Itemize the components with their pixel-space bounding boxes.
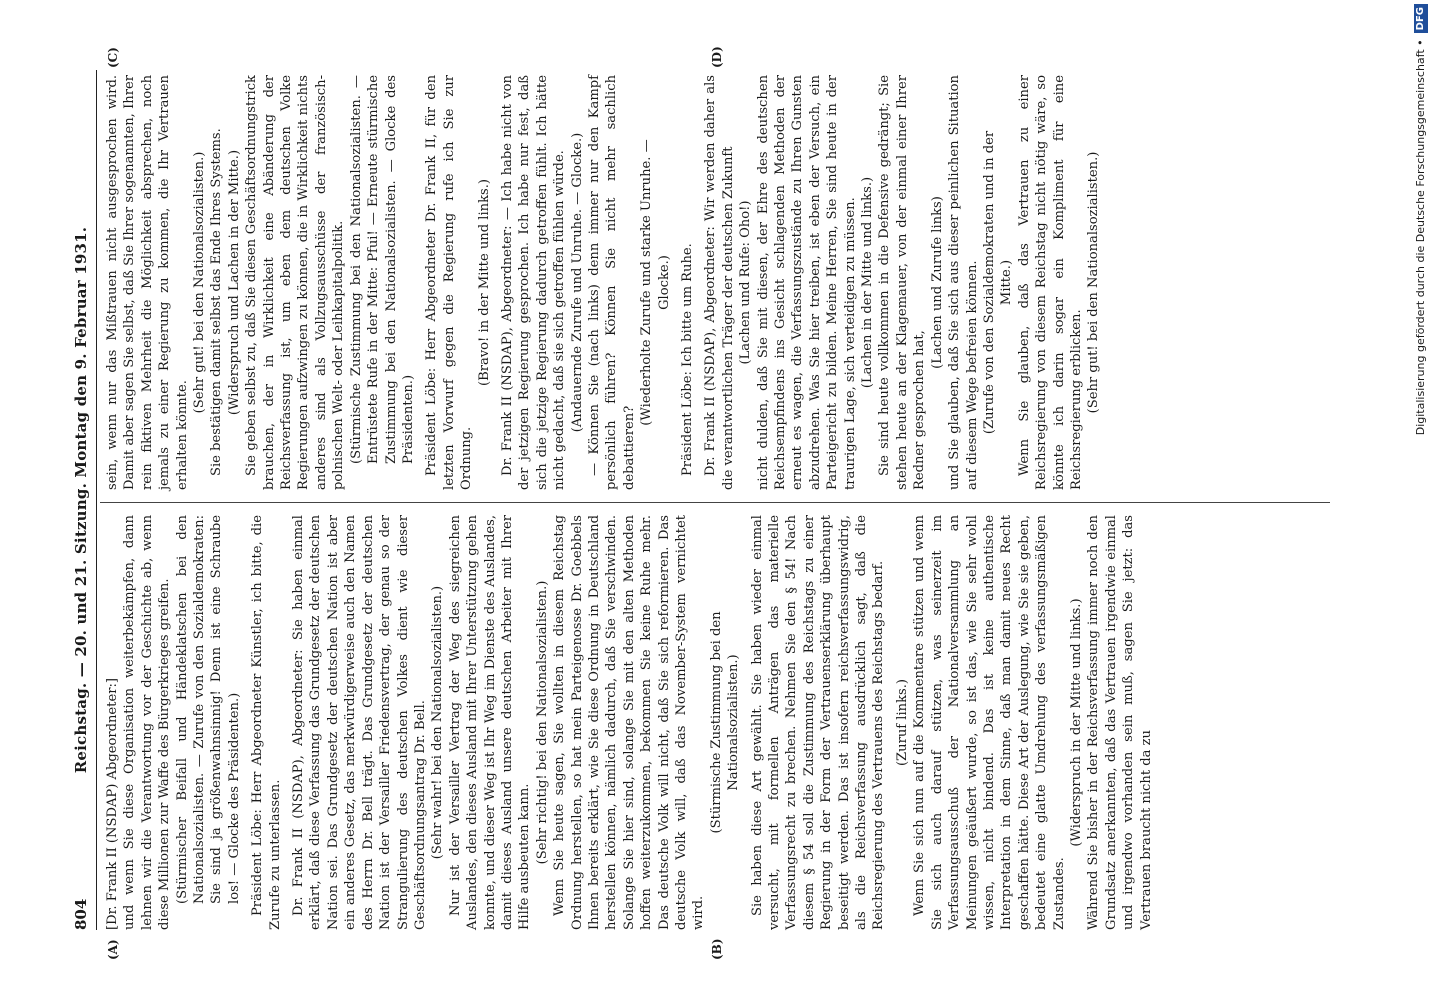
- margin-letter-c: (C): [106, 47, 120, 68]
- stage-direction: (Sehr wahr! bei den Nationalsozialisten.): [430, 585, 446, 860]
- dfg-logo: DFG: [1414, 4, 1428, 33]
- stage-direction: (Lachen und Rufe: Oho!): [738, 200, 754, 365]
- paragraph: Sie sind heute vollkommen in die Defensive gedrängt; Sie stehen heute an der Klagemauer, von der einmal einer Ihrer Redner gesprochen hat,: [877, 75, 928, 490]
- page-number: 804: [72, 898, 90, 930]
- paragraph: Präsident Löbe: Herr Abgeordneter Dr. Frank II, für den letzten Vorwurf gegen die Regierung rufe ich Sie zur Ordnung.: [424, 75, 475, 490]
- digitization-note: [1412, 4, 1430, 994]
- stage-direction: (Sehr gut! bei den Nationalsozialisten.): [192, 151, 208, 414]
- column-divider: [100, 502, 1330, 503]
- paragraph: Sie haben diese Art gewählt. Sie haben wieder einmal versucht, mit formellen Anträgen das materielle Verfassungsrecht zu brechen. Nehmen Sie den § 54! Nach diesem § 54 soll die Zustimmung des Reichstags zu einer Regierung in der Form der Vertrauenserklärung überhaupt beseitigt werden. Das ist insofern reichsverfassungswidrig, als die Reichsverfassung ausdrücklich sagt, daß die Reichsregierung des Vertrauens des Reichstags bedarf.: [749, 515, 887, 930]
- right-column: [104, 75, 1103, 490]
- page-header: [70, 70, 97, 930]
- speaker-continuation: [Dr. Frank II (NSDAP) Abgeordneter:]: [105, 678, 120, 930]
- left-column: [104, 515, 1155, 930]
- stage-direction: (Sehr richtig! bei den Nationalsozialisten.): [534, 580, 550, 865]
- paragraph: Wenn Sie heute sagen, Sie wollten in diesem Reichstag Ordnung herstellen, so hat mein Parteigenosse Dr. Goebbels Ihnen bereits erklärt, wie Sie diese Ordnung in Deutschland herstellen können, nämlich dadurch, daß Sie verschwinden. Solange Sie hier sind, solange Sie mit den alten Methoden hoffen weiterzukommen, bekommen Sie keine Ruhe mehr. Das deutsche Volk will nicht, daß Sie sich reformieren. Das deutsche Volk will, daß das November-System vernichtet wird.: [552, 515, 707, 930]
- paragraph: und wenn Sie diese Organisation weiterbekämpfen, dann lehnen wir die Verantwortung vor der Geschichte ab, wenn diese Millionen zur Waffe des Bürgerkrieges greifen.: [122, 515, 173, 930]
- stage-direction: (Bravo! in der Mitte und links.): [476, 179, 492, 387]
- stage-direction: (Zuruf links.): [894, 678, 910, 767]
- paragraph: Dr. Frank II (NSDAP), Abgeordneter: Wir werden daher als die verantwortlichen Träger der deutschen Zukunft: [703, 75, 736, 490]
- margin-letter-b: (B): [710, 938, 724, 960]
- paragraph: Wenn Sie sich nun auf die Kommentare stützen und wenn Sie sich auch darauf stützen, was seinerzeit im Verfassungsausschuß der Nationalversammlung an Meinungen geäußert wurde, so ist das, wie Sie sehr wohl wissen, nicht bindend. Das ist keine authentische Interpretation in dem Sinne, daß man damit neues Recht geschaffen hätte. Diese Art der Auslegung, wie Sie sie geben, bedeutet eine glatte Umdrehung des verfassungsmäßigen Zustandes.: [912, 515, 1067, 930]
- paragraph: Sie geben selbst zu, daß Sie diesen Geschäftsordnungstrick brauchen, der in Wirklichkeit eine Abänderung der Reichsverfassung ist, um eben dem deutschen Volke Regierungen aufzwingen zu können, die in Wirklichkeit nichts anderes sind als Vollzugsausschüsse der französisch-polnischen Welt- oder Leihkapitalpolitik.: [244, 75, 347, 490]
- paragraph: Dr. Frank II (NSDAP), Abgeordneter: — Ich habe nicht von der jetzigen Regierung gesprochen. Ich habe nur fest, daß sich die jetzige Regierung dadurch getroffen fühlt. Ich hätte nicht gedacht, daß sie sich getroffen fühlen würde.: [499, 75, 568, 490]
- stage-direction: (Widerspruch in der Mitte und links.): [1068, 598, 1084, 847]
- paragraph: Dr. Frank II (NSDAP), Abgeordneter: Sie haben einmal erklärt, daß diese Verfassung das Grundgesetz der deutschen Nation sei. Das Grundgesetz der deutschen Nation ist aber ein anderes Gesetz, das merkwürdigerweise auch den Namen des Herrn Dr. Bell trägt. Das Grundgesetz der deutschen Nation ist der Versailler Friedensvertrag, der genau so der Strangulierung des deutschen Volkes dient wie dieser Geschäftsordnungsantrag Dr. Bell.: [291, 515, 428, 930]
- paragraph: und Sie glauben, daß Sie sich aus dieser peinlichen Situation auf diesem Wege befreien können.: [947, 75, 980, 490]
- stage-direction: (Stürmischer Beifall und Händeklatschen bei den Nationalsozialisten. — Zurufe von den Sozialdemokraten: Sie sind ja größenwahnsinnig! Denn ist eine Schraube los! — Glocke des Präsidenten.): [174, 515, 242, 904]
- stage-direction: (Stürmische Zustimmung bei den Nationalsozialisten.): [708, 611, 742, 834]
- stage-direction: (Wiederholte Zurufe und starke Unruhe. — Glocke.): [639, 139, 672, 426]
- document-page: [70, 46, 1370, 960]
- funding-text: Digitalisierung gefördert durch die Deutsche Forschungsgemeinschaft •: [1414, 39, 1427, 436]
- paragraph: Sie bestätigen damit selbst das Ende Ihres Systems.: [209, 128, 225, 476]
- paragraph: Wenn Sie glauben, daß das Vertrauen zu einer Reichsregierung von diesem Reichstag nicht nötig wäre, so könnte ich darin sogar ein Kompliment für eine Reichsregierung erblicken.: [1016, 75, 1084, 490]
- stage-direction: (Stürmische Zustimmung bei den Nationalsozialisten. — Entrüstete Rufe in der Mitte: Pfui! — Erneute stürmische Zustimmung bei den Nationalsozialisten. — Glocke des Präsidenten.): [348, 75, 416, 464]
- margin-letter-d: (D): [710, 46, 724, 68]
- paragraph: sein, wenn nur das Mißtrauen nicht ausgesprochen wird. Damit aber sagen Sie selbst, daß Sie Ihrer sogenannten, Ihrer rein fiktiven Mehrheit die Möglichkeit absprechen, noch jemals zu einer Regierung zu kommen, die Ihr Vertrauen erhalten könnte.: [105, 75, 190, 490]
- stage-direction: (Sehr gut! bei den Nationalsozialisten.): [1086, 151, 1102, 414]
- stage-direction: (Andauernde Zurufe und Unruhe. — Glocke.): [569, 132, 585, 433]
- page-title: Reichstag. — 20. und 21. Sitzung. Montag den 9. Februar 1931.: [72, 226, 90, 774]
- paragraph: Nur ist der Versailler Vertrag der Weg des siegreichen Auslandes, den dieses Ausland mit Ihrer Unterstützung gehen konnte, und dieser Weg ist Ihr Weg im Dienste des Auslandes, damit dieses Ausland unsere deutschen Arbeiter mit Ihrer Hilfe ausbeuten kann.: [447, 515, 533, 930]
- paragraph: Präsident Löbe: Herr Abgeordneter Künstler, ich bitte, die Zurufe zu unterlassen.: [250, 515, 283, 930]
- paragraph: Präsident Löbe: Ich bitte um Ruhe.: [680, 243, 695, 476]
- margin-letter-a: (A): [106, 939, 120, 960]
- paragraph: — Können Sie (nach links) denn immer nur den Kampf persönlich führen? Können Sie nicht mehr sachlich debattieren?: [586, 75, 637, 490]
- paragraph: nicht dulden, daß Sie mit diesen, der Ehre des deutschen Reichsempfindens ins Gesicht schlagenden Methoden der erneut es wagen, die Verfassungszustände zu Ihren Gunsten abzudrehen. Was Sie hier treiben, ist eben der Versuch, ein Parteigericht zu bilden. Meine Herren, Sie sind heute in der traurigen Lage, sich verteidigen zu müssen.: [755, 75, 858, 490]
- paragraph: Während Sie bisher in der Reichsverfassung immer noch den Grundsatz anerkannten, daß das Vertrauen irgendwie einmal und irgendwo vorhanden sein muß, sagen Sie jetzt: das Vertrauen braucht nicht da zu: [1086, 515, 1154, 930]
- stage-direction: (Zurufe von den Sozialdemokraten und in der Mitte.): [981, 130, 1015, 435]
- stage-direction: (Widerspruch und Lachen in der Mitte.): [226, 149, 242, 416]
- stage-direction: (Lachen in der Mitte und links.): [860, 176, 876, 389]
- stage-direction: (Lachen und Zurufe links): [929, 196, 945, 369]
